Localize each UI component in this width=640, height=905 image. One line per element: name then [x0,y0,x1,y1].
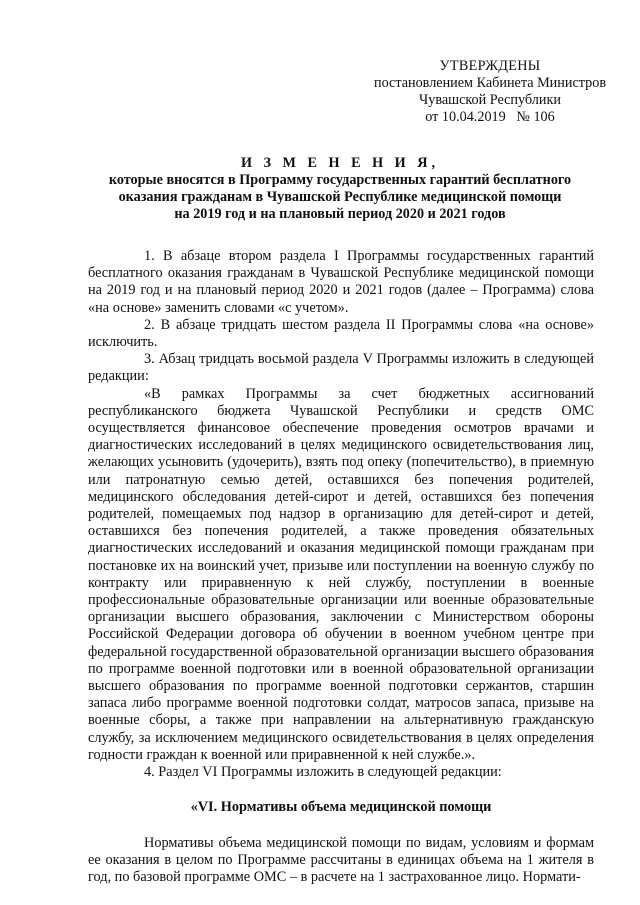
heading-line-3: на 2019 год и на плановый период 2020 и 2021 годов [174,206,506,222]
document-heading [80,155,600,223]
paragraph-5: 4. Раздел VI Программы изложить в следующей редакции: [144,764,502,781]
paragraph-3: 3. Абзац тридцать восьмой раздела V Программы изложить в следующей редакции: [88,351,594,385]
paragraph-4: «В рамках Программы за счет бюджетных ассигнований республиканского бюджета Чувашской Республики и средств ОМС осуществляется финансовое обеспечение проведения осмотров врачами и диагностических исследований в целях медицинского освидетельствования лиц, желающих усыновить (удочерить), взять под опеку (попечительство), в приемную или патронатную семью детей, оставшихся без попечения родителей, медицинского обследования детей-сирот и детей, оставшихся без попечения родителей, помещаемых под надзор в организацию для детей-сирот и детей, оставшихся без попечения родителей, а также проведения обязательных диагностических исследований и оказания медицинской помощи гражданам при постановке их на воинский учет, призыве или поступлении на военную службу по контракту или приравненную к ней службу, поступлении в военные профессиональные образовательные организации или военные образовательные организации высшего образования, заключении с Министерством обороны Российской Федерации договора об обучении в военном учебном центре при федеральной государственной образовательной организации высшего образования по программе военной подготовки или в военной образовательной организации высшего образования по программе военной подготовки сержантов, старшин запаса либо программе военной подготовки солдат, матросов запаса, призыве на военные сборы, а также при направлении на альтернативную гражданскую службу, за исключением медицинского освидетельствования в целях определения годности граждан к военной или приравненной к ней службе.». [88,385,594,763]
heading-title: И З М Е Н Е Н И Я, [240,155,440,171]
approval-line-1: постановлением Кабинета Министров [373,75,607,91]
approval-line-2: Чувашской Республики [419,92,561,108]
paragraph-1: 1. В абзаце втором раздела I Программы государственных гарантий бесплатного оказания гражданам в Чувашской Республике медицинской помощи на 2019 год и на плановый период 2020 и 2021 годов (далее – Программа) слова «на основе» заменить словами «с учетом». [88,248,594,316]
section-title: «VI. Нормативы объема медицинской помощи [190,799,492,816]
paragraph-6: Нормативы объема медицинской помощи по видам, условиям и формам ее оказания в целом по Программе рассчитаны в единицах объема на 1 жителя в год, по базовой программе ОМС – в расчете на 1 застрахованное лицо. Нормати- [88,834,594,885]
heading-line-1: которые вносятся в Программу государственных гарантий бесплатного [108,172,572,188]
paragraph-2: 2. В абзаце тридцать шестом раздела II Программы слова «на основе» исключить. [88,316,594,351]
approval-line-3: от 10.04.2019 № 106 [425,109,555,125]
heading-line-2: оказания гражданам в Чувашской Республике медицинской помощи [118,189,562,205]
approval-block [370,58,610,126]
approval-title: УТВЕРЖДЕНЫ [439,58,541,74]
document-body [88,248,594,886]
